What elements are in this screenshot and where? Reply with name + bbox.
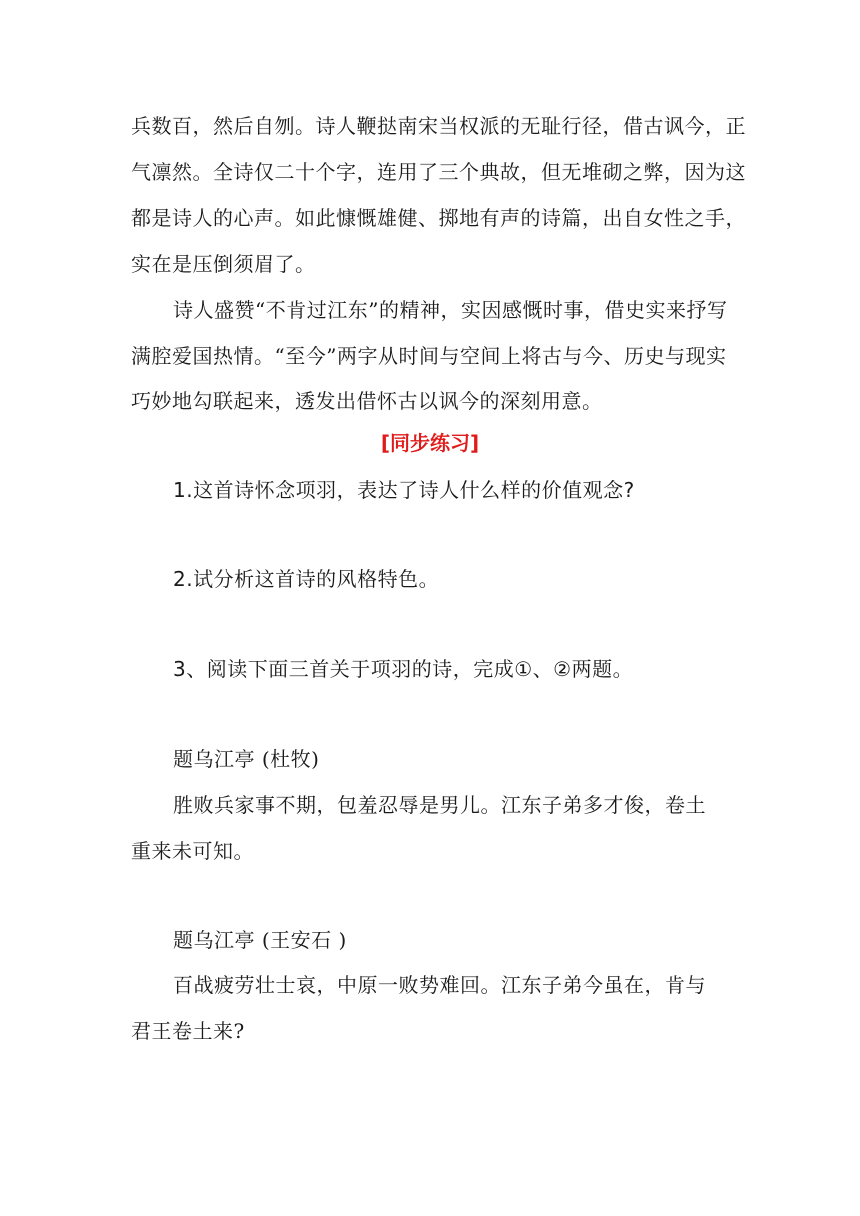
poem1-title: 题乌江亭 (杜牧) — [173, 747, 320, 771]
paragraph1-line-1: 兵数百，然后自刎。诗人鞭挞南宋当权派的无耻行径，借古讽今，正 — [131, 114, 746, 138]
poem1-line-1: 胜败兵家事不期，包羞忍辱是男儿。江东子弟多才俊，卷土 — [173, 793, 706, 817]
paragraph2-line-2: 满腔爱国热情。“至今”两字从时间与空间上将古与今、历史与现实 — [131, 344, 727, 368]
poem1-line-2: 重来未可知。 — [131, 839, 254, 863]
poem2-line-2: 君王卷土来? — [131, 1019, 245, 1043]
paragraph2-line-1: 诗人盛赞“不肯过江东”的精神，实因感慨时事，借史实来抒写 — [173, 298, 728, 322]
question-2: 2.试分析这首诗的风格特色。 — [173, 567, 440, 591]
paragraph2-line-3: 巧妙地勾联起来，透发出借怀古以讽今的深刻用意。 — [131, 389, 603, 413]
question-3: 3、阅读下面三首关于项羽的诗，完成①、②两题。 — [173, 657, 634, 681]
poem2-line-1: 百战疲劳壮士哀，中原一败势难回。江东子弟今虽在，肯与 — [173, 973, 706, 997]
paragraph1-line-2: 气凛然。全诗仅二十个字，连用了三个典故，但无堆砌之弊，因为这 — [131, 160, 746, 184]
paragraph1-line-4: 实在是压倒须眉了。 — [131, 252, 316, 276]
question-1: 1.这首诗怀念项羽，表达了诗人什么样的价值观念? — [173, 478, 635, 502]
poem2-title: 题乌江亭 (王安石 ) — [173, 928, 347, 952]
paragraph1-line-3: 都是诗人的心声。如此慷慨雄健、掷地有声的诗篇，出自女性之手， — [131, 206, 746, 230]
section-heading: [同步练习] — [380, 431, 480, 455]
